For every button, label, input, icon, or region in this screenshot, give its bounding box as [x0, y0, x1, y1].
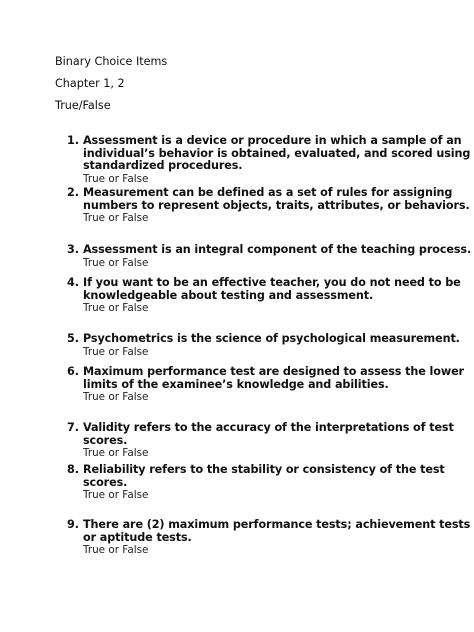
question-line: Maximum performance test are designed to assess the lower: [83, 365, 464, 378]
question-text: [83, 463, 445, 489]
question-line: limits of the examinee’s knowledge and abilities.: [83, 377, 389, 391]
answer-choices: True or False: [83, 489, 149, 502]
question-number: 4.: [67, 276, 80, 289]
question-line: Psychometrics is the science of psychological measurement.: [83, 332, 460, 345]
question-5: [67, 332, 460, 358]
answer-choices: True or False: [83, 391, 149, 404]
question-text: [83, 518, 471, 544]
question-line: scores.: [83, 433, 128, 447]
question-text: [83, 186, 470, 212]
document-title: Binary Choice Items: [55, 55, 168, 68]
question-text: [83, 276, 461, 302]
answer-choices: True or False: [83, 172, 149, 185]
answer-choices: True or False: [83, 256, 149, 269]
question-line: There are (2) maximum performance tests; achievement tests: [83, 518, 471, 531]
question-number: 2.: [67, 186, 80, 199]
question-number: 5.: [67, 332, 80, 345]
question-line: Assessment is an integral component of the teaching process.: [83, 243, 472, 256]
question-line: Measurement can be defined as a set of rules for assigning: [83, 186, 453, 199]
question-line: Assessment is a device or procedure in which a sample of an: [83, 134, 462, 147]
question-3: [67, 243, 472, 269]
chapter-label: Chapter 1, 2: [55, 77, 125, 90]
question-line: standardized procedures.: [83, 159, 243, 173]
question-line: Validity refers to the accuracy of the interpretations of test: [83, 421, 454, 434]
question-number: 9.: [67, 518, 80, 531]
answer-choices: True or False: [83, 544, 149, 557]
answer-choices: True or False: [83, 345, 149, 358]
question-9: [67, 518, 471, 557]
question-type-label: True/False: [55, 99, 111, 112]
question-line: scores.: [83, 475, 128, 489]
question-line: Reliability refers to the stability or consistency of the test: [83, 463, 445, 476]
answer-choices: True or False: [83, 302, 149, 315]
question-text: [83, 134, 471, 173]
question-4: [67, 276, 461, 315]
question-1: [67, 134, 471, 185]
question-number: 7.: [67, 421, 80, 434]
question-number: 3.: [67, 243, 80, 256]
question-line: or aptitude tests.: [83, 530, 192, 544]
question-text: [83, 332, 460, 346]
question-number: 6.: [67, 365, 80, 378]
answer-choices: True or False: [83, 212, 149, 225]
question-line: knowledgeable about testing and assessment.: [83, 288, 374, 302]
question-text: [83, 365, 464, 391]
question-2: [67, 186, 470, 225]
question-text: [83, 421, 454, 447]
question-7: [67, 421, 454, 460]
question-6: [67, 365, 464, 404]
question-line: If you want to be an effective teacher, you do not need to be: [83, 276, 461, 289]
question-line: numbers to represent objects, traits, attributes, or behaviors.: [83, 198, 470, 212]
question-number: 8.: [67, 463, 80, 476]
question-line: individual’s behavior is obtained, evaluated, and scored using: [83, 146, 471, 160]
question-number: 1.: [67, 134, 80, 147]
question-text: [83, 243, 472, 257]
answer-choices: True or False: [83, 447, 149, 460]
question-8: [67, 463, 445, 502]
